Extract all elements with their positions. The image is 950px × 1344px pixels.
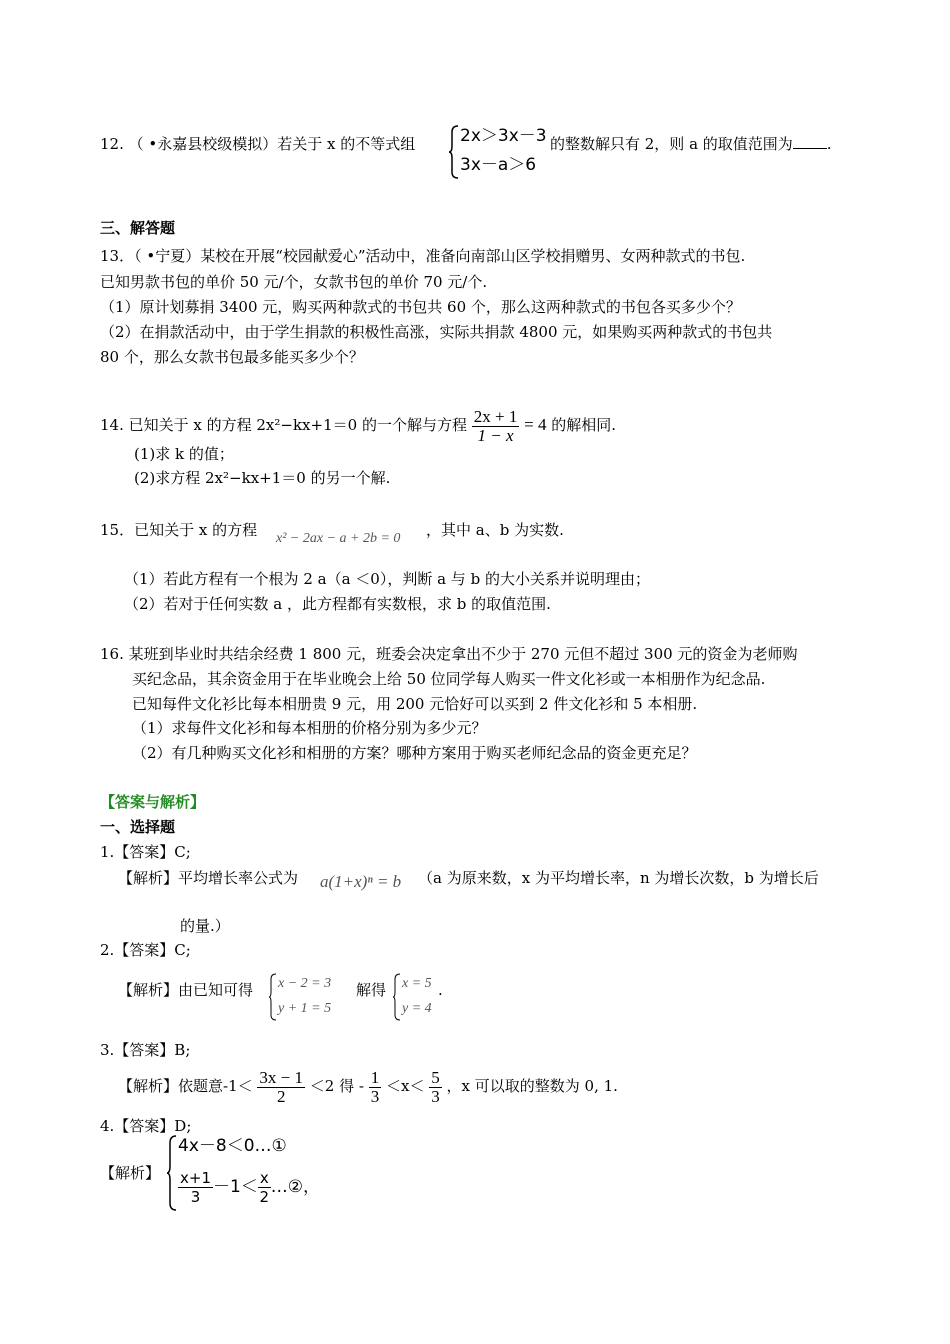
a3-answer: 3.【答案】B; <box>100 1041 191 1059</box>
q12-stem: （ •永嘉县校级模拟）若关于 x 的不等式组 <box>128 135 416 153</box>
q14-rhs: = 4 <box>524 415 547 434</box>
a4-eq2 <box>178 1164 320 1210</box>
q12-post: 的整数解只有 2，则 a 的取值范围为 <box>550 135 793 153</box>
a4-eq2-frac1-den: 3 <box>190 1187 201 1206</box>
a3-fraction-3 <box>429 1069 442 1106</box>
q12-ineq-1: 2x＞3x－3 <box>460 126 547 146</box>
left-brace-icon <box>448 124 460 180</box>
section-heading-3: 三、解答题 <box>100 219 176 237</box>
q13-line-4: （2）在捐款活动中，由于学生捐款的积极性高涨，实际共捐款 4800 元，如果购买两种款式的书包共 <box>100 323 773 341</box>
q14-fraction <box>472 408 520 445</box>
q15-equation: x² − 2ax − a + 2b = 0 <box>276 531 401 546</box>
a4-eq1: 4x－8＜0…① <box>178 1136 287 1156</box>
a4-eq2-frac1 <box>178 1169 213 1206</box>
a3-frac1-num: 3x − 1 <box>259 1067 303 1087</box>
a1-cont: 的量.） <box>180 917 230 935</box>
q12-tail <box>550 134 832 154</box>
a2-sys1-eq2: y + 1 = 5 <box>278 1001 332 1016</box>
a3-line <box>118 1064 618 1108</box>
q13-line-5: 80 个，那么女款书包最多能买多少个？ <box>100 348 364 366</box>
q14-frac-den: 1 − x <box>477 425 514 445</box>
a3-frac3-num: 5 <box>431 1067 440 1087</box>
q12-ineq-2: 3x－a＞6 <box>460 155 537 175</box>
left-brace-icon <box>392 972 402 1022</box>
a4-eq2-frac2 <box>258 1169 271 1206</box>
answer-blank[interactable] <box>793 134 827 149</box>
a1-formula: a(1+x)ⁿ = b <box>320 872 402 891</box>
q16-sub-1: （1）求每件文化衫和每本相册的价格分别为多少元？ <box>132 719 487 737</box>
a3-frac2-num: 1 <box>370 1067 380 1087</box>
q16-line-1: 16. 某班到毕业时共结余经费 1 800 元，班委会决定拿出不少于 270 元但不超过 300 元的资金为老师购 <box>100 645 798 663</box>
a2-sys1-eq1: x − 2 = 3 <box>278 976 332 991</box>
a2-system-given <box>268 972 348 1022</box>
q12-end: . <box>826 135 832 153</box>
a3-fraction-2 <box>369 1069 382 1106</box>
q15-sub-2: （2）若对于任何实数 a ，此方程都有实数根，求 b 的取值范围. <box>124 595 551 613</box>
q14-frac-num: 2x + 1 <box>473 406 518 426</box>
q14-sub-1: (1)求 k 的值； <box>134 445 234 463</box>
a4-eq2-frac1-num: x+1 <box>180 1168 211 1187</box>
q13-line-1: 13．（ •宁夏）某校在开展“校园献爱心”活动中，准备向南部山区学校捐赠男、女两种款式的书包. <box>100 247 746 265</box>
a4-eq2-mid: －1＜ <box>213 1177 258 1197</box>
a3-lt: ＜x＜ <box>386 1077 425 1095</box>
a1-post: （a 为原来数，x 为平均增长率，n 为增长次数，b 为增长后 <box>418 869 819 887</box>
a2-answer: 2.【答案】C; <box>100 941 191 959</box>
a4-label: 【解析】 <box>100 1164 161 1182</box>
a4-answer: 4.【答案】D; <box>100 1117 192 1135</box>
a3-mid: ＜2 得 <box>309 1077 355 1095</box>
q14-stem <box>100 403 616 447</box>
q12 <box>100 134 415 154</box>
a3-fraction-1 <box>257 1069 305 1106</box>
a3-label: 【解析】依题意-1＜ <box>118 1077 253 1095</box>
a4-eq2-frac2-num: x <box>259 1168 269 1187</box>
q12-number: 12. <box>100 135 124 153</box>
a3-neg: - <box>358 1077 364 1095</box>
q15-sub-1: （1）若此方程有一个根为 2 a（a ＜0），判断 a 与 b 的大小关系并说明理由； <box>124 570 650 588</box>
a3-frac1-den: 2 <box>276 1086 286 1106</box>
left-brace-icon <box>166 1134 178 1212</box>
a2-label: 【解析】由已知可得 <box>118 981 254 999</box>
q15-post: ，其中 a、b 为实数. <box>426 521 564 539</box>
a1-answer: 1.【答案】C; <box>100 843 191 861</box>
q14-sub-2: (2)求方程 2x²−kx+1＝0 的另一个解. <box>134 469 391 487</box>
a3-frac2-den: 3 <box>370 1086 380 1106</box>
a2-sys2-eq2: y = 4 <box>402 1001 432 1016</box>
q15-stem <box>100 520 257 540</box>
q16-line-3: 已知每件文化衫比每本相册贵 9 元，用 200 元恰好可以买到 2 件文化衫和 5 本相册. <box>132 695 698 713</box>
a3-post: ，x 可以取的整数为 0, 1. <box>446 1077 618 1095</box>
q12-inequality-system <box>448 124 558 180</box>
a2-mid: 解得 <box>356 981 387 999</box>
answers-title: 【答案与解析】 <box>100 793 206 811</box>
a3-frac3-den: 3 <box>431 1086 440 1106</box>
q16-sub-2: （2）有几种购买文化衫和相册的方案？哪种方案用于购买老师纪念品的资金更充足？ <box>132 744 697 762</box>
q16-line-2: 买纪念品，其余资金用于在毕业晚会上给 50 位同学每人购买一件文化衫或一本相册作为纪念品. <box>132 670 766 688</box>
section-heading-1: 一、选择题 <box>100 818 176 836</box>
a1-label: 【解析】平均增长率公式为 <box>118 869 299 887</box>
a2-sys2-eq1: x = 5 <box>402 976 432 991</box>
left-brace-icon <box>268 972 278 1022</box>
q13-line-2: 已知男款书包的单价 50 元/个，女款书包的单价 70 元/个. <box>100 273 488 291</box>
a4-system <box>166 1134 346 1212</box>
q14-pre: 14. 已知关于 x 的方程 2x²−kx+1＝0 的一个解与方程 <box>100 416 467 434</box>
q15-pre: 15．已知关于 x 的方程 <box>100 521 258 539</box>
q13-line-3: （1）原计划募捐 3400 元，购买两种款式的书包共 60 个，那么这两种款式的书包各买多少个？ <box>100 298 741 316</box>
a4-eq2-frac2-den: 2 <box>259 1187 270 1206</box>
a2-end: . <box>438 981 443 999</box>
a4-eq2-end: …②， <box>270 1177 320 1197</box>
a2-system-solution <box>392 972 452 1022</box>
q14-post: 的解相同. <box>551 416 617 434</box>
